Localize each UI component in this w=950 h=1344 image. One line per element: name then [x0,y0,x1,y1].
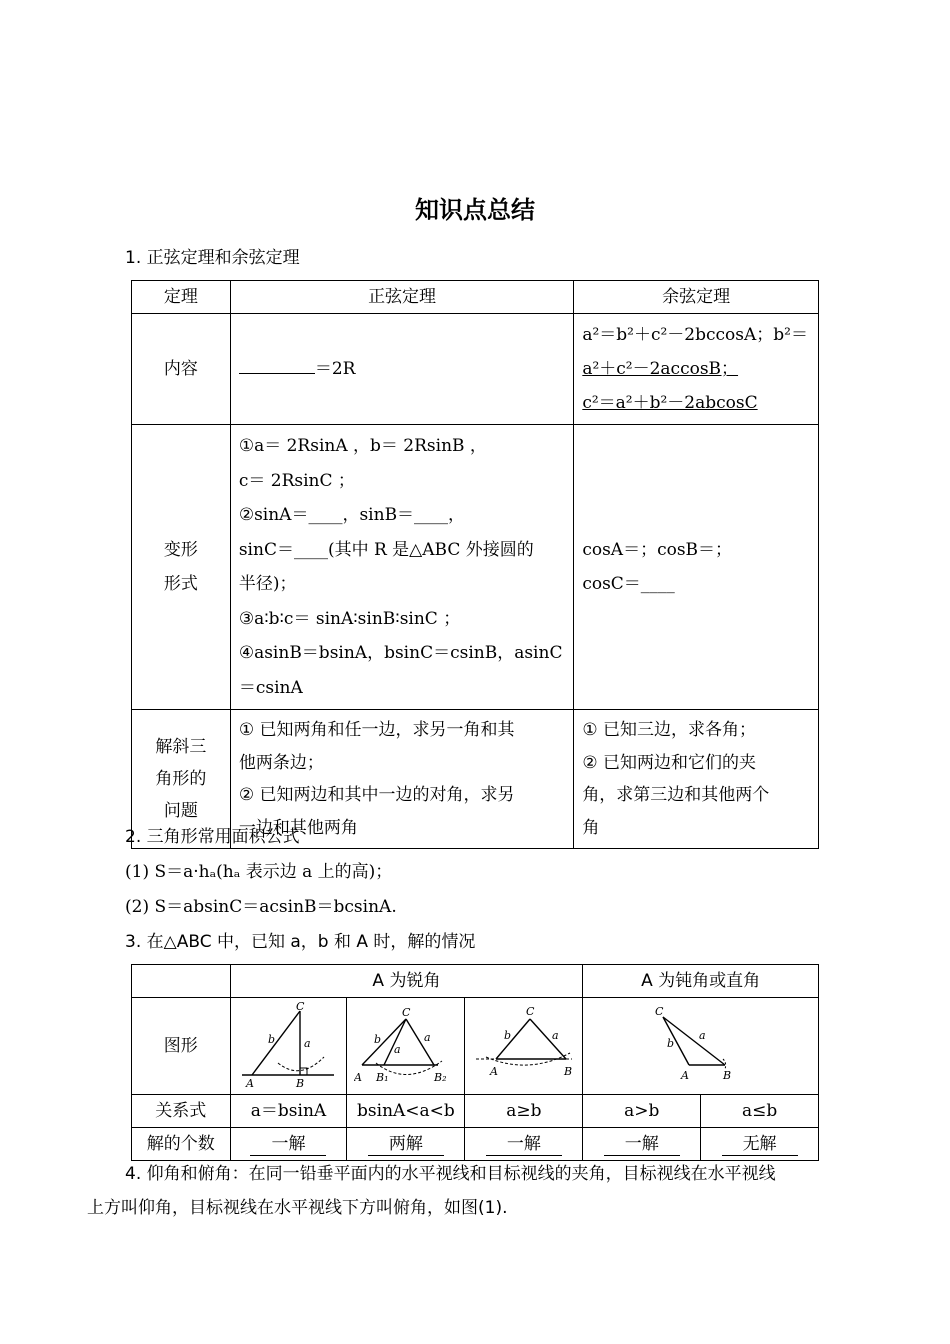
svg-text:B: B [563,1065,572,1078]
sine-law-content [230,314,573,425]
count-5: 无解 [722,1133,798,1156]
theorem-table [131,280,819,849]
relation-1: a＝bsinA [230,1095,347,1128]
svg-text:C: C [296,1001,305,1013]
cos-variant-2: cosC＝____ [582,574,675,594]
sine-variant-6: ③a∶b∶c＝ sinA∶sinB∶sinC ； [238,608,461,629]
svg-text:a: a [698,1029,706,1042]
relation-5: a≤b [701,1095,819,1128]
count-3: 一解 [486,1133,562,1156]
cos-variant-1: cosA＝；cosB＝； [582,540,733,560]
sine-variant-1: ①a＝ 2RsinA ，b＝ 2RsinB ， [238,436,487,456]
svg-text:b: b [503,1029,511,1042]
svg-text:A: A [353,1071,362,1084]
problem-label-3: 问题 [163,801,198,821]
svg-text:b: b [268,1033,276,1046]
sine-variant-8: ＝csinA [238,677,303,698]
svg-text:a: a [393,1043,401,1056]
triangle-acute-figure [472,1001,576,1091]
section-2-heading: 2. 三角形常用面积公式 [125,827,300,847]
count-1: 一解 [250,1133,326,1156]
cos-formula-c: c²＝a²＋b²－2abcosC [582,393,758,413]
row-variant-label [132,425,231,710]
svg-text:a: a [304,1037,312,1050]
figure-one-solution-right [230,998,347,1095]
header-obtuse: A 为钝角或直角 [583,965,819,998]
area-formula-1: (1) S＝a·hₐ(hₐ 表示边 a 上的高)； [125,862,393,882]
relation-2: bsinA<a<b [347,1095,465,1128]
count-4: 一解 [604,1133,680,1156]
figure-obtuse [583,998,819,1095]
cosine-law-variants [574,425,819,710]
sine-ratio-tail: ＝2R [314,359,356,379]
row-relation-label: 关系式 [132,1095,231,1128]
sine-variant-7: ④asinB＝bsinA，bsinC＝csinB，asinC [238,643,563,663]
header-cosine-law: 余弦定理 [574,281,819,314]
cos-formula-b: a²＋c²－2accosB； [582,359,739,379]
solution-cases-table [131,964,819,1161]
figure-two-solutions [347,998,465,1095]
svg-text:a: a [423,1031,431,1044]
svg-text:B: B [722,1069,731,1082]
cos-formula-a: a²＝b²＋c²－2bccosA；b²＝ [582,325,808,345]
sine-problem-4: 一边和其他两角 [238,817,358,838]
problem-label-1: 解斜三 [155,737,207,757]
sine-variant-5: 半径)； [238,574,297,594]
section-3-heading: 3. 在△ABC 中，已知 a，b 和 A 时，解的情况 [125,932,476,952]
header-theorem: 定理 [132,281,231,314]
svg-text:C: C [401,1006,411,1019]
row-content-label: 内容 [132,314,231,425]
variant-label-1: 变形 [163,540,198,560]
svg-text:b: b [373,1033,381,1046]
cos-problem-1: ① 已知三边，求各角； [582,720,756,740]
sine-variant-4: sinC＝____(其中 R 是△ABC 外接圆的 [238,539,534,560]
cos-problem-4: 角 [582,817,600,838]
sine-variant-2: c＝ 2RsinC ； [238,470,355,491]
svg-text:C: C [525,1005,535,1018]
triangle-two-solutions-figure [354,1001,458,1091]
sine-problem-1: ① 已知两角和任一边，求另一角和其 [238,720,515,740]
section-4-line-1: 4. 仰角和俯角：在同一铅垂平面内的水平视线和目标视线的夹角，目标视线在水平视线 [125,1164,776,1184]
svg-text:b: b [666,1037,674,1050]
sine-ratio-blank [239,357,315,374]
row-count-label: 解的个数 [132,1128,231,1161]
sine-law-variants [230,425,573,710]
section-1-heading: 1. 正弦定理和余弦定理 [125,248,300,268]
svg-text:B₂: B₂ [433,1071,447,1084]
row-figure-label: 图形 [132,998,231,1095]
sine-problem-2: 他两条边； [238,752,324,773]
count-2: 两解 [368,1133,444,1156]
sine-problem-3: ② 已知两边和其中一边的对角，求另 [238,785,515,805]
svg-text:A: A [489,1065,498,1078]
svg-text:C: C [654,1005,664,1018]
header-sine-law: 正弦定理 [230,281,573,314]
svg-text:A: A [680,1069,689,1082]
cos-problem-3: 角，求第三边和其他两个 [582,785,770,805]
cos-problem-2: ② 已知两边和它们的夹 [582,752,756,773]
relation-3: a≥b [465,1095,583,1128]
page-title: 知识点总结 [415,196,535,224]
triangle-obtuse-figure [641,1001,761,1091]
svg-text:B: B [296,1077,305,1090]
figure-one-solution-acute [465,998,583,1095]
svg-text:a: a [551,1029,559,1042]
variant-label-2: 形式 [163,574,198,594]
area-formula-2: (2) S＝absinC＝acsinB＝bcsinA. [125,897,397,917]
section-4-line-2: 上方叫仰角，目标视线在水平视线下方叫俯角，如图(1). [87,1198,508,1218]
header-acute: A 为锐角 [230,965,583,998]
problem-label-2: 角形的 [155,769,207,789]
triangle-right-figure [238,1001,338,1091]
sine-variant-3: ②sinA＝____，sinB＝____， [238,505,466,525]
svg-text:A: A [246,1077,255,1090]
relation-4: a>b [583,1095,701,1128]
cosine-law-problems [574,710,819,849]
corner-cell [132,965,231,998]
svg-text:B₁: B₁ [375,1071,389,1084]
cosine-law-content [574,314,819,425]
